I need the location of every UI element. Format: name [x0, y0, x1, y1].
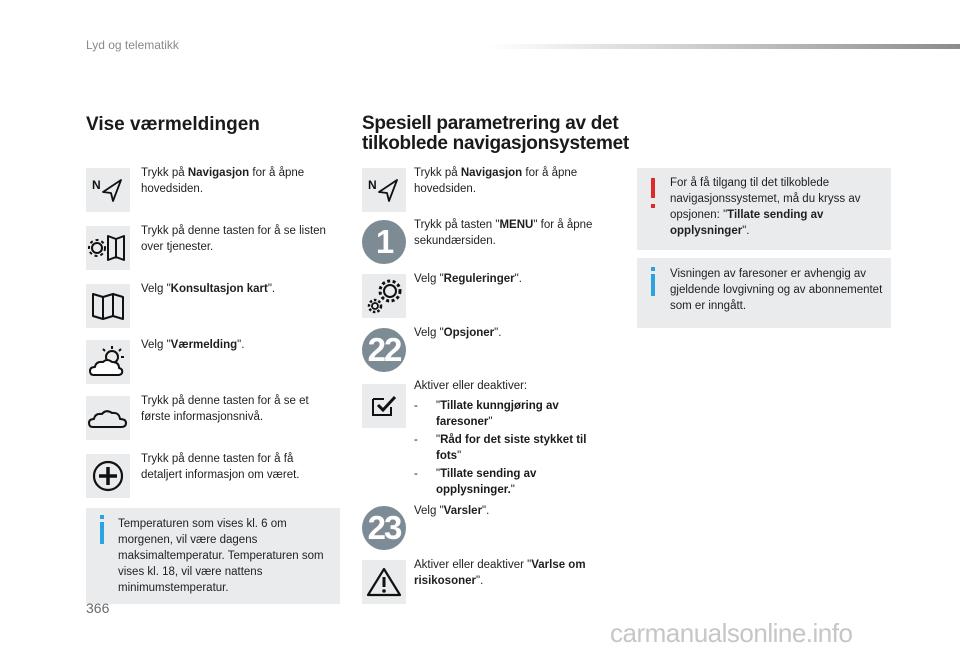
navigation-arrow-icon	[362, 168, 406, 212]
right-step-5: Aktiver eller deaktiver:	[414, 380, 528, 392]
step-badge-1: 1	[362, 220, 406, 264]
warning-note-text: For å få tilgang til det tilkoblede navigasjonssystemet, må du kryss av opsjonen: "Tillate sending av opplysninger".	[670, 177, 861, 237]
svg-text:N: N	[368, 178, 377, 192]
right-step-4: Velg "Opsjoner".	[414, 327, 502, 339]
page-number: 366	[86, 600, 110, 616]
temperature-note	[86, 508, 340, 604]
navigation-arrow-icon	[86, 168, 130, 212]
map-book-icon	[86, 284, 130, 328]
left-step-2: Trykk på denne tasten for å se listen over tjenester.	[141, 225, 326, 253]
left-step-4: Velg "Værmelding".	[141, 339, 245, 351]
step-badge-23: 23	[362, 506, 406, 550]
info-icon	[100, 522, 104, 544]
info-icon	[651, 274, 655, 296]
left-step-1: Trykk på Navigasjon for å åpne hovedsiden.	[141, 167, 305, 195]
option-item: - "Tillate kunngjøring av faresoner"	[414, 400, 559, 428]
right-step-6: Velg "Varsler".	[414, 505, 490, 517]
option-item: - "Tillate sending av opplysninger."	[414, 468, 537, 496]
section-title: Lyd og telematikk	[86, 38, 179, 52]
services-list-icon	[86, 226, 130, 270]
svg-text:N: N	[92, 178, 101, 192]
watermark: carmanualsonline.info	[610, 618, 853, 648]
settings-gears-icon	[362, 274, 406, 318]
info-note-text: Visningen av faresoner er avhengig av gjeldende lovgivning og av abonnementet som er inngått.	[670, 268, 883, 312]
left-step-5: Trykk på denne tasten for å se et første informasjonsnivå.	[141, 395, 309, 423]
exclamation-icon	[651, 178, 655, 198]
option-item: - "Råd for det siste stykket til fots"	[414, 434, 587, 462]
right-step-3: Velg "Reguleringer".	[414, 273, 522, 285]
step-badge-22: 22	[362, 328, 406, 372]
cloud-icon	[86, 396, 130, 440]
right-title: Spesiell parametrering av det tilkoblede navigasjonsystemet	[362, 113, 629, 154]
option-list	[414, 398, 610, 500]
left-title: Vise værmeldingen	[86, 114, 260, 135]
right-step-2: Trykk på tasten "MENU" for å åpne sekundærsiden.	[414, 219, 593, 247]
temperature-note-text: Temperaturen som vises kl. 6 om morgenen, vil være dagens maksimaltemperatur. Temperaturen som vises kl. 18, vil være nattens minimumstemperatur.	[118, 518, 324, 594]
header-rule	[488, 44, 960, 49]
left-step-6: Trykk på denne tasten for å få detaljert informasjon om været.	[141, 453, 300, 481]
weather-icon	[86, 340, 130, 384]
right-step-7: Aktiver eller deaktiver "Varlse om risikosoner".	[414, 559, 586, 587]
plus-circle-icon	[86, 454, 130, 498]
left-step-3: Velg "Konsultasjon kart".	[141, 283, 276, 295]
warning-triangle-icon	[362, 560, 406, 604]
warning-note	[637, 168, 891, 250]
right-step-1: Trykk på Navigasjon for å åpne hovedsiden.	[414, 167, 578, 195]
checkbox-icon	[362, 384, 406, 428]
info-note	[637, 258, 891, 328]
